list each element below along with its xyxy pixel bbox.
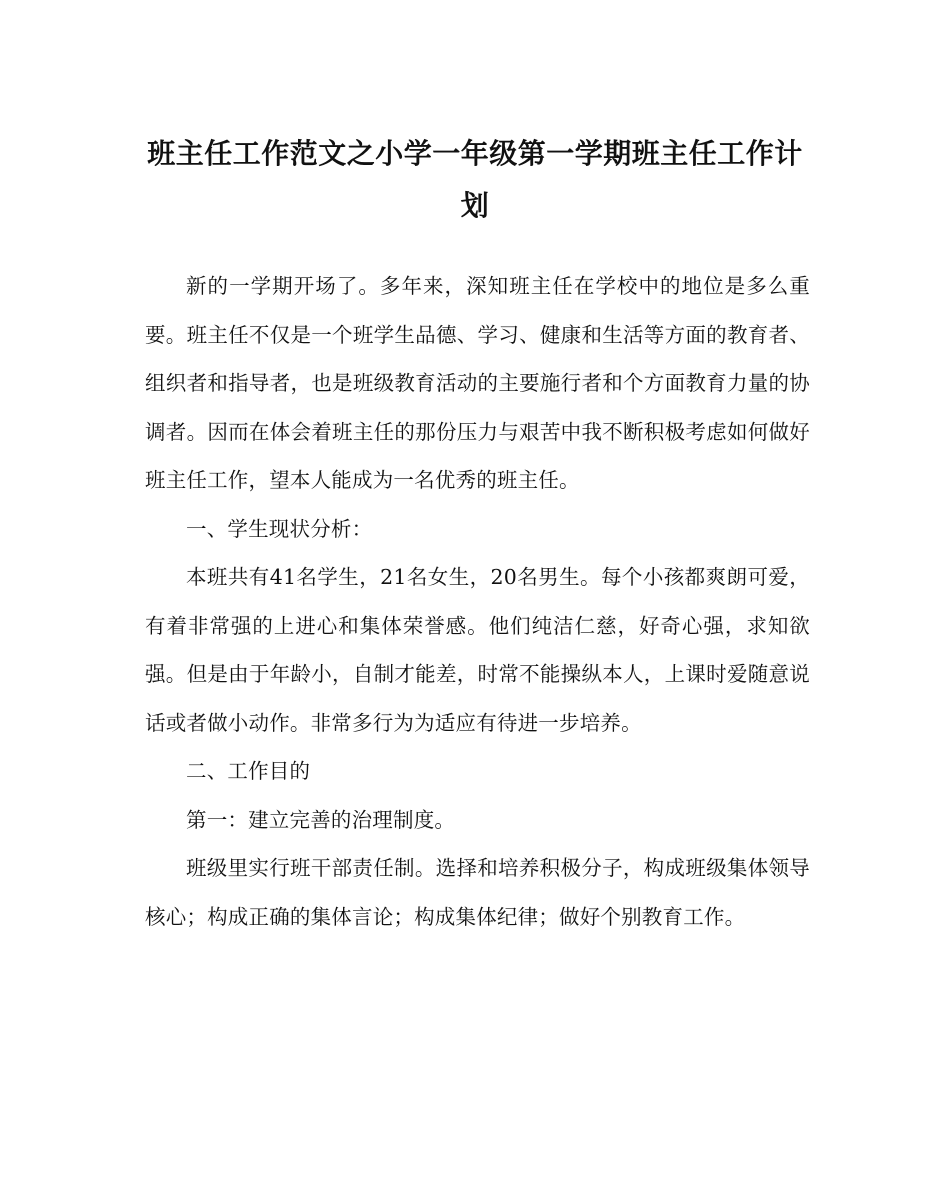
document-body	[145, 262, 810, 941]
paragraph-first-goal: 班级里实行班干部责任制。选择和培养积极分子，构成班级集体领导核心；构成正确的集体言论；构成集体纪律；做好个别教育工作。	[145, 856, 810, 929]
heading-student-analysis: 一、学生现状分析：	[186, 516, 373, 541]
paragraph-student-analysis: 本班共有41名学生，21名女生，20名男生。每个小孩都爽朗可爱，有着非常强的上进心和集体荣誉感。他们纯洁仁慈，好奇心强，求知欲强。但是由于年龄小，自制才能差，时常不能操纵本人，上课时爱随意说话或者做小动作。非常多行为为适应有待进一步培养。	[145, 565, 810, 735]
heading-first-goal: 第一：建立完善的治理制度。	[186, 807, 456, 832]
heading-work-goals: 二、工作目的	[186, 759, 311, 783]
document-title: 班主任工作范文之小学一年级第一学期班主任工作计划	[147, 137, 803, 222]
paragraph-intro: 新的一学期开场了。多年来，深知班主任在学校中的地位是多么重要。班主任不仅是一个班学生品德、学习、健康和生活等方面的教育者、组织者和指导者，也是班级教育活动的主要施行者和个方面教育力量的协调者。因而在体会着班主任的那份压力与艰苦中我不断积极考虑如何做好班主任工作，望本人能成为一名优秀的班主任。	[145, 274, 810, 492]
